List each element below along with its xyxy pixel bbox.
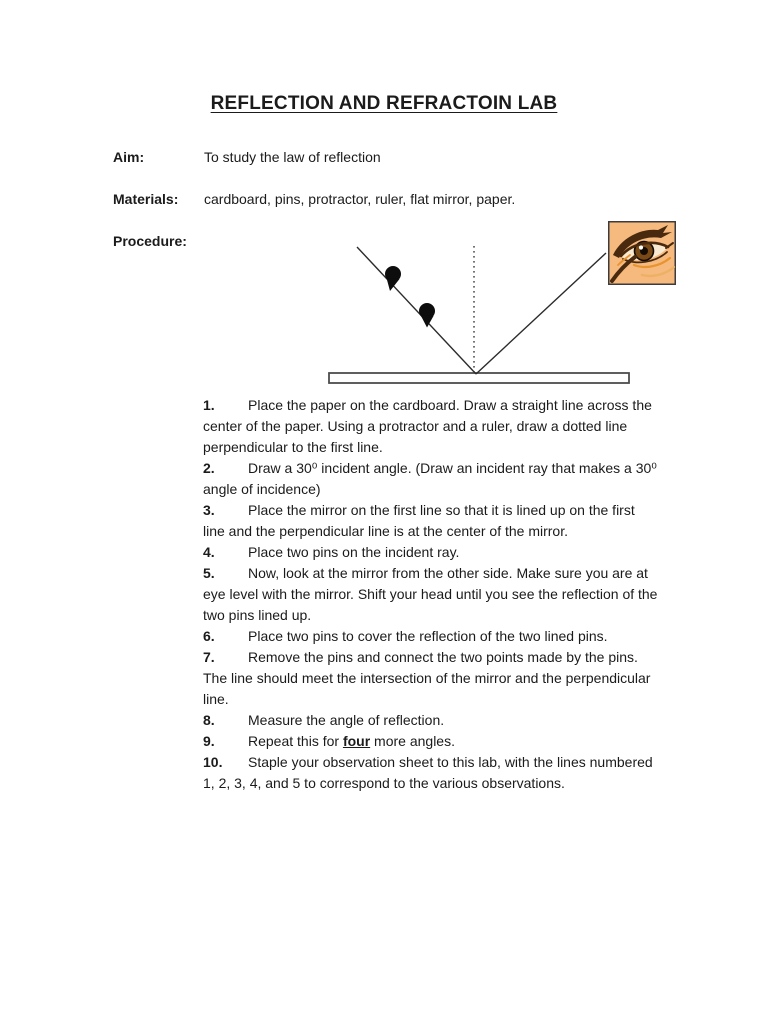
- step-number: 8.: [203, 712, 215, 728]
- step-text-part: more angles.: [370, 733, 455, 749]
- mirror-shape: [329, 373, 629, 383]
- pin-icon: [385, 266, 401, 291]
- materials-label: Materials:: [113, 191, 179, 207]
- procedure-label: Procedure:: [113, 233, 187, 249]
- step-number: 4.: [203, 544, 215, 560]
- procedure-step-10: [203, 752, 658, 794]
- procedure-step-2: [203, 458, 658, 500]
- step-number: 5.: [203, 565, 215, 581]
- procedure-step-3: [203, 500, 658, 542]
- step-text: Place two pins on the incident ray.: [248, 544, 460, 560]
- procedure-step-1: [203, 395, 658, 458]
- step-text: Place two pins to cover the reflection of the two lined pins.: [248, 628, 608, 644]
- materials-value: cardboard, pins, protractor, ruler, flat mirror, paper.: [204, 191, 516, 207]
- step-number: 10.: [203, 754, 223, 770]
- eye-illustration: [609, 222, 676, 285]
- page-title: REFLECTION AND REFRACTOIN LAB: [210, 93, 558, 114]
- procedure-step-9: [203, 731, 658, 752]
- incident-ray-line: [357, 247, 476, 374]
- aim-value: To study the law of reflection: [204, 149, 381, 165]
- step-text: Measure the angle of reflection.: [248, 712, 445, 728]
- procedure-steps: [203, 395, 658, 794]
- step-text-emphasis: four: [342, 733, 371, 749]
- procedure-step-6: [203, 626, 658, 647]
- step-number: 9.: [203, 733, 215, 749]
- procedure-step-7: [203, 647, 658, 710]
- procedure-step-4: [203, 542, 658, 563]
- step-text: [248, 733, 455, 749]
- reflection-ray-diagram: [300, 220, 680, 390]
- title-row: [0, 93, 768, 115]
- step-number: 7.: [203, 649, 215, 665]
- step-text-part: Repeat this for: [248, 733, 343, 749]
- step-text: Draw a 30⁰ incident angle. (Draw an incident ray that makes a 30⁰ angle of incidence): [203, 460, 657, 497]
- step-number: 6.: [203, 628, 215, 644]
- aim-label: Aim:: [113, 149, 145, 165]
- step-text: Remove the pins and connect the two points made by the pins. The line should meet the intersection of the mirror and the perpendicular line.: [203, 649, 651, 707]
- step-text: Staple your observation sheet to this lab, with the lines numbered 1, 2, 3, 4, and 5 to correspond to the various observations.: [203, 754, 653, 791]
- step-text: Now, look at the mirror from the other side. Make sure you are at eye level with the mirror. Shift your head until you see the reflection of the two pins lined up.: [203, 565, 658, 623]
- reflected-ray-line: [476, 253, 606, 374]
- procedure-step-5: [203, 563, 658, 626]
- step-number: 3.: [203, 502, 215, 518]
- step-number: 1.: [203, 397, 215, 413]
- step-number: 2.: [203, 460, 215, 476]
- procedure-step-8: [203, 710, 658, 731]
- step-text: Place the paper on the cardboard. Draw a straight line across the center of the paper. Using a protractor and a ruler, draw a dotted line perpendicular to the first line.: [203, 397, 652, 455]
- step-text: Place the mirror on the first line so that it is lined up on the first line and the perpendicular line is at the center of the mirror.: [203, 502, 635, 539]
- pin-icon: [419, 303, 435, 328]
